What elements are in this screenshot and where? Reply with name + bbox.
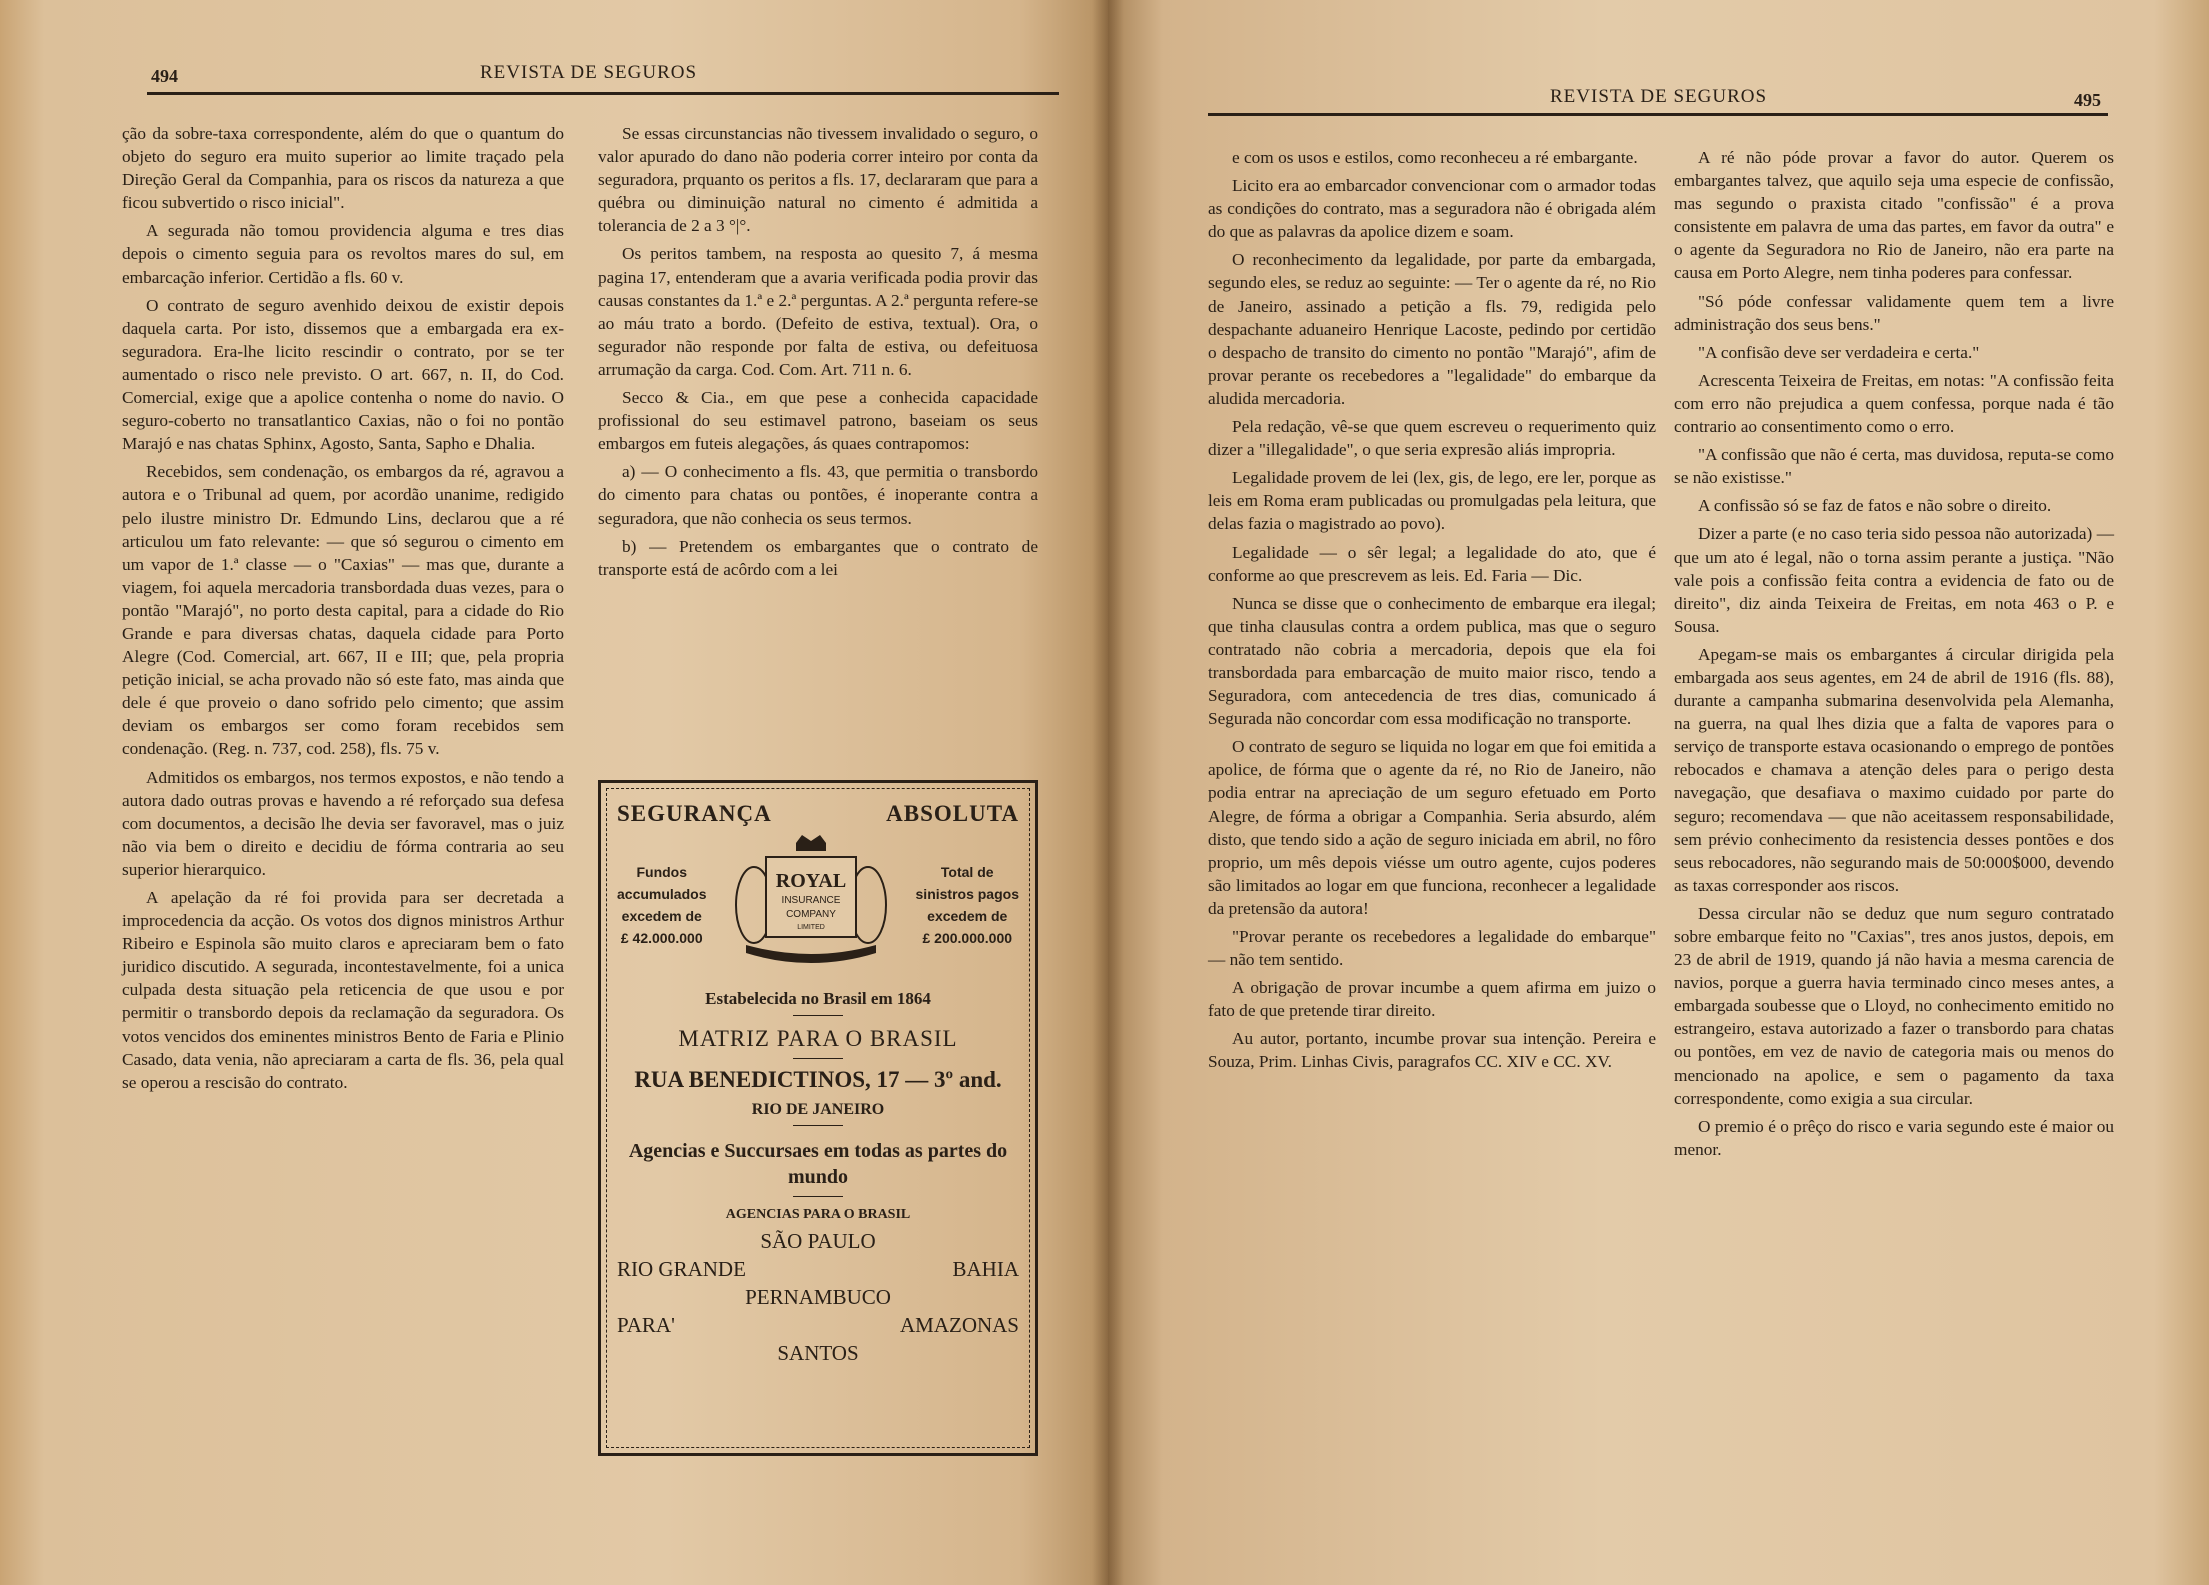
right-page bbox=[1108, 0, 2209, 1585]
left-column-2 bbox=[598, 122, 1038, 586]
book-gutter bbox=[1092, 0, 1124, 1585]
ad-town: RIO GRANDE bbox=[617, 1257, 746, 1281]
logo-text: INSURANCE bbox=[781, 895, 841, 906]
ad-established: Estabelecida no Brasil em 1864 bbox=[705, 989, 931, 1008]
body-paragraph: A segurada não tomou providencia alguma e tres dias depois o cimento seguia para os revoltos mares do sul, em embarcação inferior. Certidão a fls. 60 v. bbox=[122, 221, 564, 287]
body-paragraph: A ré não póde provar a favor do autor. Querem os embargantes talvez, que aquilo seja uma especie de confissão, mas segundo o praxista citado "confissão" é a prova consistente em palavra de uma das partes, em favor da outra" e o agente da Seguradora no Rio de Janeiro, não era parte na causa em Porto Alegre, nem tinha poderes para confessar. bbox=[1674, 148, 2114, 283]
header-rule bbox=[147, 92, 1059, 95]
body-paragraph: "Só póde confessar validamente quem tem a livre administração dos seus bens." bbox=[1674, 291, 2114, 334]
ad-funds-line: accumulados bbox=[617, 886, 707, 902]
body-paragraph: O contrato de seguro avenhido deixou de existir depois daquela carta. Por isto, dissemos que a embargada era ex-seguradora. Era-lhe licito rescindir o contrato, por se ter aumentado o risco nele previsto. O art. 667, n. II, do Cod. Comercial, exige que a apolice contenha o nome do navio. O seguro-coberto no transatlantico Caxias, não o foi no pontão Marajó e nas chatas Sphinx, Agosto, Santa, Sapho e Dhalia. bbox=[122, 295, 564, 454]
page-number: 494 bbox=[151, 66, 178, 86]
body-paragraph: Recebidos, sem condenação, os embargos da ré, agravou a autora e o Tribunal ad quem, por acordão unanime, redigido pelo ilustre ministro Dr. Edmundo Lins, declarou que a ré articulou um fato relevante: — que só segurou o cimento em um vapor de 1.ª classe — o "Caxias" — mas que, durante a viagem, foi aquela mercadoria transbordada duas vezes, para o pontão "Marajó", no porto desta capital, para a cidade do Rio Grande e para diversas chatas, daquela cidade para Porto Alegre (Cod. Comercial, art. 667, II e III; que, pela propria petição inicial, se acha provado não só este fato, mas ainda que dele é que proveio o dano sofrido pelo cimento; que assim deviam os embargos ser como foram recebidos sem condenação. (Reg. n. 737, cod. 258), fls. 75 v. bbox=[122, 462, 564, 759]
body-paragraph: "Provar perante os recebedores a legalidade do embarque" — não tem sentido. bbox=[1208, 927, 1656, 970]
right-column-1 bbox=[1208, 146, 1656, 1079]
running-head: REVISTA DE SEGUROS bbox=[1550, 86, 1768, 107]
header-rule bbox=[1208, 113, 2108, 116]
body-paragraph: Nunca se disse que o conhecimento de embarque era ilegal; que tinha clausulas contra a ordem publica, mas que o seguro contratado não cobria a mercadoria, depois que ela foi transbordada para embarcação de muito maior risco, tendo a Seguradora, com antecedencia de tres dias, comunicado á Segurada não concordar com essa modificação no transporte. bbox=[1208, 593, 1656, 729]
ad-agencies-text: Agencias e Succursaes em todas as partes do mundo bbox=[628, 1140, 1008, 1188]
body-paragraph: Legalidade — o sêr legal; a legalidade do ato, que é conforme ao que prescrevem as leis. Ed. Faria — Dic. bbox=[1208, 542, 1656, 585]
ad-heading-left: SEGURANÇA bbox=[617, 801, 772, 826]
body-paragraph: Dessa circular não se deduz que num seguro contratado sobre embarque feito no "Caxias", tres anos justos, depois, em 23 de abril de 1919, quando já não havia a mesma carencia de navios, porque a guerra havia terminado cinco meses antes, a embargada soubesse que o Lloyd, no conhecimento emitido no estrangeiro, estava autorizado a fazer o transbordo para chatas ou pontões, em vez de navio de categoria mais ou menos do mencionado na apolice, e sem o pagamento da taxa correspondente, como exigia a sua circular. bbox=[1674, 903, 2114, 1108]
logo-text: LIMITED bbox=[797, 924, 825, 931]
body-paragraph: Secco & Cia., em que pese a conhecida capacidade profissional do seu estimavel patrono, baseiam os seus embargos em futeis alegações, ás quaes contrapomos: bbox=[598, 388, 1038, 454]
ad-town: SANTOS bbox=[777, 1341, 859, 1365]
body-paragraph: A apelação da ré foi provida para ser decretada a improcedencia da acção. Os votos dos dignos ministros Arthur Ribeiro e Espinola são muito claros e apreciaram bem o fato juridico discutido. A segurada, incontestavelmente, foi a unica culpada desta situação pela reticencia de que usou e por permitir o transbordo depois da reclamação da seguradora. Os votos vencidos dos eminentes ministros Bento de Faria e Plinio Casado, data venia, não apreciaram a carta de fls. 36, pela qual se operou a rescisão do contrato. bbox=[122, 888, 564, 1092]
ad-claims-line: Total de bbox=[940, 864, 994, 880]
body-paragraph: "A confisão deve ser verdadeira e certa." bbox=[1698, 342, 1980, 362]
page-number: 495 bbox=[2074, 90, 2101, 110]
body-paragraph: Au autor, portanto, incumbe provar sua intenção. Pereira e Souza, Prim. Linhas Civis, paragrafos CC. XIV e CC. XV. bbox=[1208, 1029, 1656, 1072]
ad-heading-right: ABSOLUTA bbox=[886, 801, 1019, 826]
body-paragraph: a) — O conhecimento a fls. 43, que permitia o transbordo do cimento para chatas ou pontões, é inoperante contra a seguradora, que não conhecia os seus termos. bbox=[598, 462, 1038, 528]
ad-matriz: MATRIZ PARA O BRASIL bbox=[678, 1026, 958, 1051]
ad-funds-line: Fundos bbox=[636, 864, 688, 880]
running-head: REVISTA DE SEGUROS bbox=[480, 62, 698, 83]
ad-town: SÃO PAULO bbox=[760, 1229, 876, 1253]
ad-address: RUA BENEDICTINOS, 17 — 3º and. bbox=[634, 1067, 1002, 1092]
ad-dashed-border bbox=[606, 788, 1030, 1448]
left-column-1 bbox=[122, 122, 564, 1099]
logo-text: ROYAL bbox=[775, 870, 847, 892]
body-paragraph: A obrigação de provar incumbe a quem afirma em juizo o fato de que pretende tirar direito. bbox=[1208, 978, 1656, 1021]
body-paragraph: A confissão só se faz de fatos e não sobre o direito. bbox=[1698, 496, 2052, 516]
body-paragraph: Pela redação, vê-se que quem escreveu o requerimento quiz dizer a "illegalidade", o que seria expresão aliás impropria. bbox=[1208, 417, 1656, 460]
ad-city: RIO DE JANEIRO bbox=[751, 1101, 885, 1118]
ad-town: AMAZONAS bbox=[899, 1313, 1019, 1337]
ad-funds-line: excedem de bbox=[621, 908, 702, 924]
right-column-2 bbox=[1674, 146, 2114, 1166]
logo-text: COMPANY bbox=[786, 909, 836, 920]
body-paragraph: e com os usos e estilos, como reconheceu a ré embargante. bbox=[1232, 148, 1638, 167]
body-paragraph: Admitidos os embargos, nos termos expostos, e não tendo a autora dado outras provas e havendo a ré reforçado sua defesa com documentos, a decisão lhe devia ser favoravel, mas o juiz não via bem o direito e decidiu de fórma contraria ao seu superior hierarquico. bbox=[122, 767, 564, 879]
body-paragraph: b) — Pretendem os embargantes que o contrato de transporte está de acôrdo com a lei bbox=[598, 536, 1038, 579]
body-paragraph: Legalidade provem de lei (lex, gis, de lego, ere ler, porque as leis em Roma eram publicadas ou promulgadas pela leitura, que delas fazia o magistrado ao povo). bbox=[1208, 468, 1656, 534]
royal-insurance-advertisement bbox=[598, 780, 1038, 1456]
body-paragraph: Acrescenta Teixeira de Freitas, em notas: "A confissão feita com erro não prejudica a quem confessa, porque nada é tão contrario ao consentimento como o erro. bbox=[1674, 370, 2114, 437]
ad-town: PERNAMBUCO bbox=[745, 1285, 891, 1309]
body-paragraph: "A confissão que não é certa, mas duvidosa, reputa-se como se não existisse." bbox=[1674, 445, 2114, 488]
body-paragraph: Apegam-se mais os embargantes á circular dirigida pela embargada aos seus agentes, em 24 de abril de 1916 (fls. 88), durante a campanha submarina desenvolvida pela Alemanha, na guerra, na qual lhes dizia que a falta de vapores para o serviço de transporte estava ocasionando o emprego de pontões rebocados e chamava a atenção deles para o perigo desta navegação, que desafiava o maximo cuidado por parte do seguro; recomendava — que não aceitassem responsabilidade, sem prévio conhecimento da resistencia desses pontões e dos seus rebocadores, não segurando mais de 50:000$000, devendo as taxas corresponder aos riscos. bbox=[1674, 644, 2114, 895]
body-paragraph: ção da sobre-taxa correspondente, além do que o quantum do objeto do seguro era muito superior ao limite traçado pela Direção Geral da Companhia, para os riscos da natureza a que ficou subvertido o risco inicial". bbox=[122, 124, 564, 213]
body-paragraph: O contrato de seguro se liquida no logar em que foi emitida a apolice, de fórma que o agente da ré, no Rio de Janeiro, não podia entrar na apreciação de um seguro efetuado em Porto Alegre, de fórma a obrigar a Companhia. Seria absurdo, além disto, que tendo sido a ação de seguro iniciada em abril, no fôro proprio, um mês depois viésse um outro agente, cujos poderes são limitados ao logar em que funciona, reconhecer a legalidade da pretensão da autora! bbox=[1208, 737, 1656, 918]
body-paragraph: Os peritos tambem, na resposta ao quesito 7, á mesma pagina 17, entenderam que a avaria verificada podia provir das causas constantes da 1.ª e 2.ª perguntas. A 2.ª pergunta refere-se ao máu trato a bordo. (Defeito de estiva, textual). Ora, o segurador não responde por falta de estiva, ou defeituosa arrumação da carga. Cod. Com. Art. 711 n. 6. bbox=[598, 244, 1038, 379]
body-paragraph: Dizer a parte (e no caso teria sido pessoa não autorizada) — que um ato é legal, não o torna assim perante a justiça. "Não vale pois a confissão feita contra a evidencia de fato ou de direito", diz ainda Teixeira de Freitas, em nota 463 o P. e Sousa. bbox=[1674, 524, 2114, 636]
ad-town: PARA' bbox=[617, 1313, 675, 1337]
ad-claims-line: excedem de bbox=[927, 908, 1008, 924]
body-paragraph: Licito era ao embarcador convencionar com o armador todas as condições do contrato, mas a seguradora não é obrigada além do que as palavras da apolice dizem e soam. bbox=[1208, 176, 1656, 242]
ad-funds-amount: £ 42.000.000 bbox=[620, 930, 703, 946]
body-paragraph: O reconhecimento da legalidade, por parte da embargada, segundo eles, se reduz ao seguinte: — Ter o agente da ré, no Rio de Janeiro, assinado a petição a fls. 79, redigida pelo despachante aduaneiro Henrique Lacoste, pedindo por certidão o despacho de transito do cimento no pontão "Marajó", afim de provar perante os recebedores a "legalidade" do embarque da aludida mercadoria. bbox=[1208, 250, 1656, 408]
body-paragraph: O premio é o prêço do risco e varia segundo este é maior ou menor. bbox=[1674, 1116, 2114, 1159]
ad-claims-line: sinistros pagos bbox=[915, 886, 1019, 902]
body-paragraph: Se essas circunstancias não tivessem invalidado o seguro, o valor apurado do dano não poderia correr inteiro por conta da seguradora, prquanto os peritos a fls. 17, declararam que para a québra ou diminuição natural no cimento é admitida a tolerancia de 2 a 3 °|°. bbox=[598, 124, 1038, 236]
ad-agencies-heading: AGENCIAS PARA O BRASIL bbox=[725, 1207, 911, 1222]
ad-claims-amount: £ 200.000.000 bbox=[922, 930, 1013, 946]
ad-town: BAHIA bbox=[952, 1257, 1019, 1281]
